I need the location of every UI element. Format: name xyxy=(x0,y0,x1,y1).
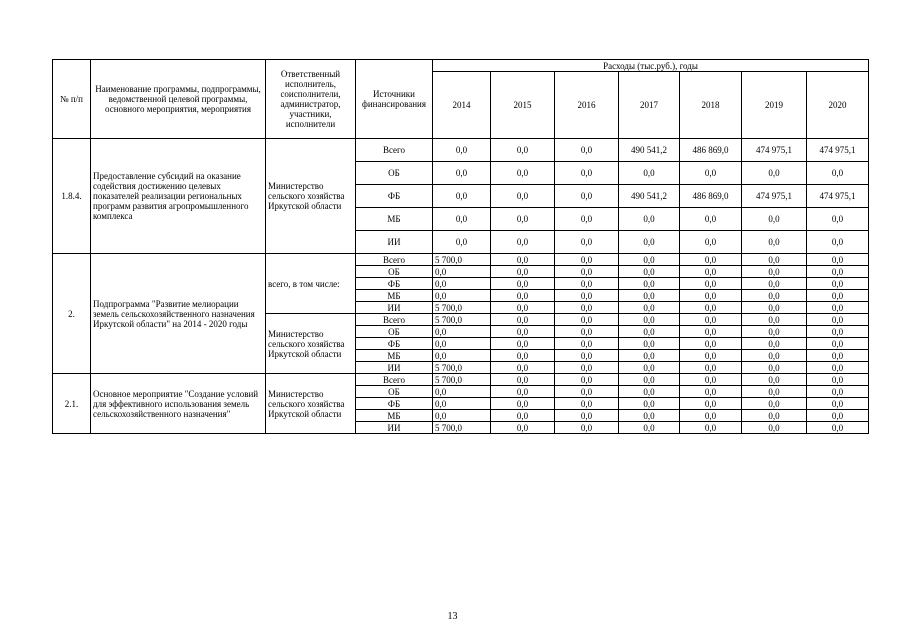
executor-cell: Министерство сельского хозяйства Иркутской области xyxy=(266,139,356,254)
value-cell: 490 541,2 xyxy=(619,185,680,208)
section-name: Основное мероприятие "Создание условий для эффективного использования земель сельскохозяйственного назначения" xyxy=(91,374,266,434)
value-cell: 0,0 xyxy=(555,398,619,410)
value-cell: 0,0 xyxy=(680,338,742,350)
value-cell: 0,0 xyxy=(680,362,742,374)
value-cell: 0,0 xyxy=(680,278,742,290)
value-cell: 0,0 xyxy=(619,231,680,254)
value-cell: 0,0 xyxy=(491,208,555,231)
source-cell: МБ xyxy=(356,290,433,302)
value-cell: 0,0 xyxy=(555,278,619,290)
value-cell: 0,0 xyxy=(555,139,619,162)
value-cell: 0,0 xyxy=(742,162,807,185)
value-cell: 0,0 xyxy=(491,278,555,290)
source-cell: ИИ xyxy=(356,231,433,254)
source-cell: ФБ xyxy=(356,338,433,350)
value-cell: 0,0 xyxy=(491,314,555,326)
value-cell: 0,0 xyxy=(807,290,869,302)
header-executor: Ответственный исполнитель, соисполнители, администратор, участники, исполнители xyxy=(266,60,356,139)
value-cell: 0,0 xyxy=(680,266,742,278)
header-year: 2017 xyxy=(619,72,680,139)
table-row xyxy=(53,254,869,266)
value-cell: 0,0 xyxy=(555,314,619,326)
value-cell: 0,0 xyxy=(555,290,619,302)
source-cell: ИИ xyxy=(356,362,433,374)
value-cell: 0,0 xyxy=(807,374,869,386)
header-year: 2015 xyxy=(491,72,555,139)
value-cell: 0,0 xyxy=(807,208,869,231)
value-cell: 5 700,0 xyxy=(433,362,491,374)
value-cell: 0,0 xyxy=(619,302,680,314)
value-cell: 0,0 xyxy=(742,410,807,422)
value-cell: 0,0 xyxy=(619,208,680,231)
value-cell: 0,0 xyxy=(807,162,869,185)
value-cell: 0,0 xyxy=(555,266,619,278)
table-row xyxy=(53,374,869,386)
value-cell: 0,0 xyxy=(742,326,807,338)
value-cell: 0,0 xyxy=(742,208,807,231)
executor-cell: Министерство сельского хозяйства Иркутской области xyxy=(266,374,356,434)
header-sources: Источники финансирования xyxy=(356,60,433,139)
value-cell: 0,0 xyxy=(491,410,555,422)
value-cell: 0,0 xyxy=(807,278,869,290)
budget-table xyxy=(52,59,869,434)
source-cell: ОБ xyxy=(356,386,433,398)
value-cell: 5 700,0 xyxy=(433,314,491,326)
header-num: № п/п xyxy=(53,60,91,139)
source-cell: Всего xyxy=(356,314,433,326)
value-cell: 0,0 xyxy=(433,410,491,422)
section-number: 2.1. xyxy=(53,374,91,434)
value-cell: 0,0 xyxy=(491,302,555,314)
value-cell: 0,0 xyxy=(742,278,807,290)
value-cell: 0,0 xyxy=(433,386,491,398)
value-cell: 486 869,0 xyxy=(680,185,742,208)
value-cell: 0,0 xyxy=(619,410,680,422)
value-cell: 0,0 xyxy=(491,326,555,338)
value-cell: 0,0 xyxy=(619,350,680,362)
section-name: Предоставление субсидий на оказание содействия достижению целевых показателей реализации региональных программ развития агропромышленного комплекса xyxy=(91,139,266,254)
value-cell: 0,0 xyxy=(807,266,869,278)
value-cell: 0,0 xyxy=(433,185,491,208)
table-header xyxy=(53,60,869,139)
value-cell: 474 975,1 xyxy=(807,139,869,162)
source-cell: ФБ xyxy=(356,185,433,208)
executor-cell: Министерство сельского хозяйства Иркутской области xyxy=(266,314,356,374)
value-cell: 0,0 xyxy=(807,302,869,314)
value-cell: 0,0 xyxy=(807,326,869,338)
value-cell: 0,0 xyxy=(807,314,869,326)
value-cell: 5 700,0 xyxy=(433,302,491,314)
value-cell: 0,0 xyxy=(555,422,619,434)
value-cell: 0,0 xyxy=(742,350,807,362)
value-cell: 0,0 xyxy=(680,254,742,266)
value-cell: 0,0 xyxy=(680,162,742,185)
value-cell: 0,0 xyxy=(742,314,807,326)
source-cell: МБ xyxy=(356,350,433,362)
value-cell: 0,0 xyxy=(555,362,619,374)
value-cell: 0,0 xyxy=(807,231,869,254)
value-cell: 0,0 xyxy=(555,386,619,398)
value-cell: 486 869,0 xyxy=(680,139,742,162)
value-cell: 0,0 xyxy=(619,162,680,185)
value-cell: 0,0 xyxy=(555,350,619,362)
value-cell: 0,0 xyxy=(742,374,807,386)
section-number: 1.8.4. xyxy=(53,139,91,254)
value-cell: 0,0 xyxy=(555,254,619,266)
value-cell: 0,0 xyxy=(680,302,742,314)
value-cell: 474 975,1 xyxy=(742,139,807,162)
value-cell: 0,0 xyxy=(680,326,742,338)
source-cell: ФБ xyxy=(356,398,433,410)
value-cell: 0,0 xyxy=(619,374,680,386)
value-cell: 0,0 xyxy=(491,290,555,302)
value-cell: 0,0 xyxy=(742,231,807,254)
value-cell: 0,0 xyxy=(555,185,619,208)
value-cell: 5 700,0 xyxy=(433,254,491,266)
value-cell: 0,0 xyxy=(742,386,807,398)
value-cell: 0,0 xyxy=(433,162,491,185)
page-number: 13 xyxy=(447,611,458,622)
value-cell: 0,0 xyxy=(680,208,742,231)
value-cell: 0,0 xyxy=(680,374,742,386)
value-cell: 0,0 xyxy=(433,266,491,278)
header-year: 2019 xyxy=(742,72,807,139)
value-cell: 0,0 xyxy=(491,254,555,266)
value-cell: 0,0 xyxy=(680,386,742,398)
value-cell: 0,0 xyxy=(619,266,680,278)
value-cell: 0,0 xyxy=(491,422,555,434)
value-cell: 0,0 xyxy=(807,422,869,434)
value-cell: 0,0 xyxy=(491,231,555,254)
header-name: Наименование программы, подпрограммы, ведомственной целевой программы, основного мероприятия, мероприятия xyxy=(91,60,266,139)
value-cell: 0,0 xyxy=(807,338,869,350)
value-cell: 0,0 xyxy=(619,290,680,302)
value-cell: 0,0 xyxy=(555,162,619,185)
value-cell: 0,0 xyxy=(555,302,619,314)
source-cell: ИИ xyxy=(356,302,433,314)
value-cell: 0,0 xyxy=(433,290,491,302)
source-cell: Всего xyxy=(356,374,433,386)
value-cell: 0,0 xyxy=(555,338,619,350)
section-number: 2. xyxy=(53,254,91,374)
value-cell: 0,0 xyxy=(491,362,555,374)
value-cell: 0,0 xyxy=(680,290,742,302)
table-row xyxy=(53,139,869,162)
value-cell: 0,0 xyxy=(555,374,619,386)
value-cell: 0,0 xyxy=(491,266,555,278)
value-cell: 0,0 xyxy=(619,278,680,290)
value-cell: 0,0 xyxy=(680,350,742,362)
value-cell: 0,0 xyxy=(433,338,491,350)
value-cell: 0,0 xyxy=(491,338,555,350)
value-cell: 0,0 xyxy=(491,139,555,162)
value-cell: 0,0 xyxy=(742,362,807,374)
value-cell: 0,0 xyxy=(619,386,680,398)
value-cell: 474 975,1 xyxy=(807,185,869,208)
value-cell: 0,0 xyxy=(433,398,491,410)
header-expenses: Расходы (тыс.руб.), годы xyxy=(433,60,869,72)
value-cell: 0,0 xyxy=(680,422,742,434)
value-cell: 0,0 xyxy=(680,410,742,422)
value-cell: 0,0 xyxy=(742,266,807,278)
value-cell: 0,0 xyxy=(619,314,680,326)
value-cell: 0,0 xyxy=(555,410,619,422)
value-cell: 0,0 xyxy=(555,326,619,338)
value-cell: 490 541,2 xyxy=(619,139,680,162)
executor-cell: всего, в том числе: xyxy=(266,254,356,314)
value-cell: 5 700,0 xyxy=(433,422,491,434)
value-cell: 0,0 xyxy=(619,338,680,350)
header-year: 2020 xyxy=(807,72,869,139)
header-year: 2014 xyxy=(433,72,491,139)
value-cell: 0,0 xyxy=(619,362,680,374)
value-cell: 0,0 xyxy=(433,278,491,290)
value-cell: 0,0 xyxy=(619,326,680,338)
value-cell: 0,0 xyxy=(742,422,807,434)
value-cell: 0,0 xyxy=(491,398,555,410)
value-cell: 0,0 xyxy=(433,208,491,231)
value-cell: 0,0 xyxy=(807,386,869,398)
value-cell: 0,0 xyxy=(491,185,555,208)
value-cell: 0,0 xyxy=(742,290,807,302)
value-cell: 0,0 xyxy=(742,338,807,350)
value-cell: 0,0 xyxy=(742,254,807,266)
value-cell: 0,0 xyxy=(433,139,491,162)
value-cell: 0,0 xyxy=(619,422,680,434)
value-cell: 0,0 xyxy=(491,374,555,386)
value-cell: 0,0 xyxy=(807,398,869,410)
value-cell: 0,0 xyxy=(807,350,869,362)
value-cell: 0,0 xyxy=(491,386,555,398)
value-cell: 0,0 xyxy=(807,362,869,374)
value-cell: 0,0 xyxy=(807,254,869,266)
header-year: 2016 xyxy=(555,72,619,139)
value-cell: 0,0 xyxy=(491,162,555,185)
source-cell: ОБ xyxy=(356,162,433,185)
source-cell: Всего xyxy=(356,254,433,266)
value-cell: 0,0 xyxy=(433,350,491,362)
value-cell: 0,0 xyxy=(619,398,680,410)
section-name: Подпрограмма "Развитие мелиорации земель сельскохозяйственного назначения Иркутской области" на 2014 - 2020 годы xyxy=(91,254,266,374)
value-cell: 0,0 xyxy=(555,231,619,254)
source-cell: Всего xyxy=(356,139,433,162)
value-cell: 0,0 xyxy=(680,231,742,254)
source-cell: МБ xyxy=(356,410,433,422)
source-cell: ФБ xyxy=(356,278,433,290)
value-cell: 0,0 xyxy=(433,231,491,254)
value-cell: 0,0 xyxy=(680,398,742,410)
source-cell: МБ xyxy=(356,208,433,231)
source-cell: ИИ xyxy=(356,422,433,434)
value-cell: 474 975,1 xyxy=(742,185,807,208)
source-cell: ОБ xyxy=(356,266,433,278)
value-cell: 0,0 xyxy=(807,410,869,422)
value-cell: 0,0 xyxy=(742,302,807,314)
value-cell: 0,0 xyxy=(491,350,555,362)
header-year: 2018 xyxy=(680,72,742,139)
value-cell: 0,0 xyxy=(742,398,807,410)
value-cell: 0,0 xyxy=(433,326,491,338)
table-body xyxy=(53,139,869,434)
value-cell: 0,0 xyxy=(555,208,619,231)
value-cell: 5 700,0 xyxy=(433,374,491,386)
source-cell: ОБ xyxy=(356,326,433,338)
value-cell: 0,0 xyxy=(680,314,742,326)
value-cell: 0,0 xyxy=(619,254,680,266)
